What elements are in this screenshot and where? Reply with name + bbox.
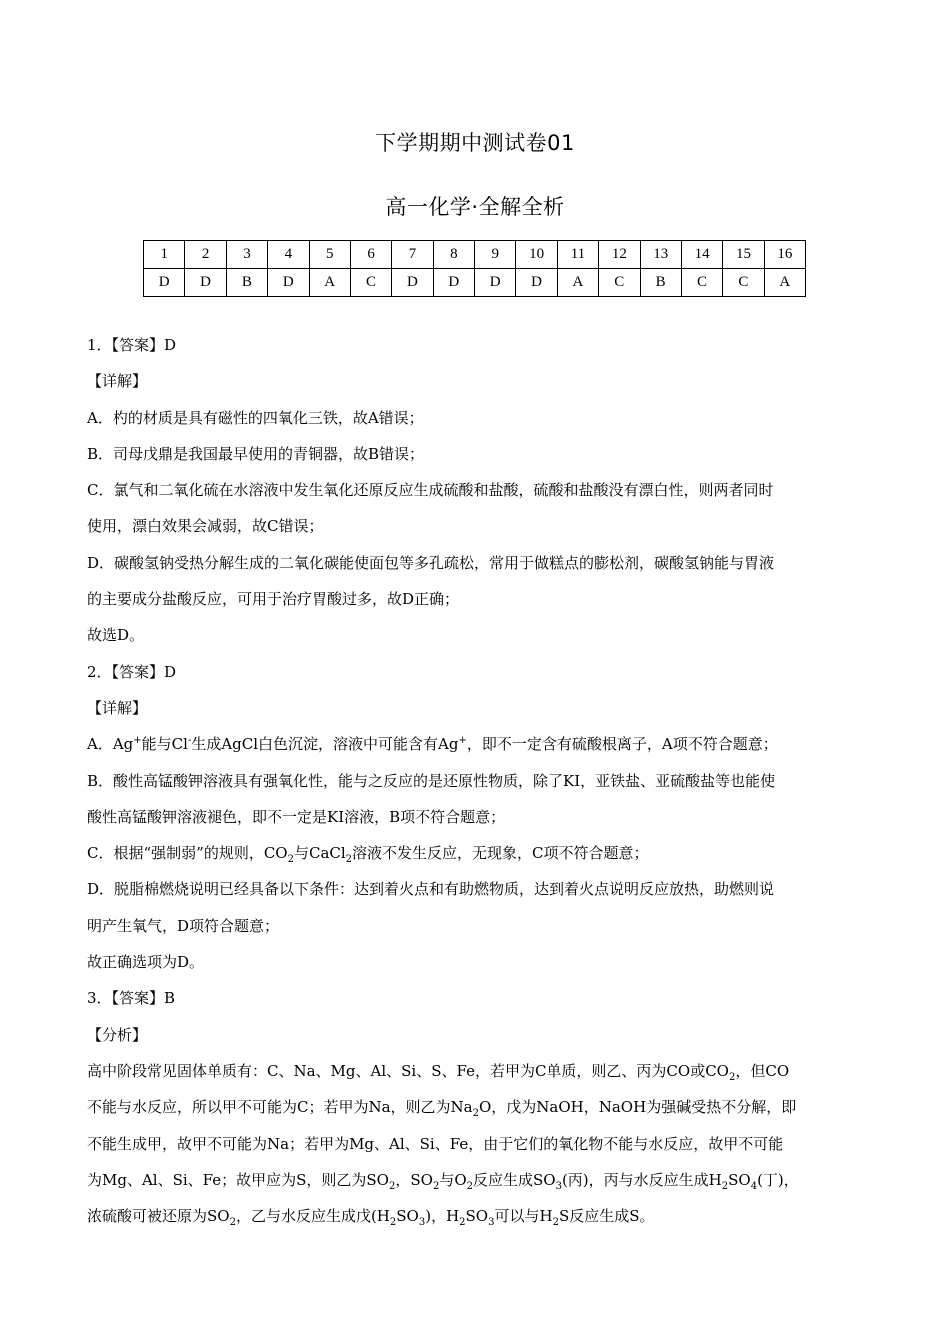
answer-cell: A <box>764 269 805 297</box>
answer-cell: D <box>433 269 474 297</box>
question-number-cell: 7 <box>392 241 433 269</box>
q2-option-a: A．Ag+能与Cl-生成AgCl白色沉淀，溶液中可能含有Ag+，即不一定含有硫酸根离子，A项不符合题意； <box>87 735 778 754</box>
question-number-cell: 11 <box>557 241 598 269</box>
q3-analysis-line4: 为Mg、Al、Si、Fe；故甲应为S，则乙为$SO_2$，$SO_2$与$O_2$反应生成$SO_3$(丙)，丙与水反应生成$H_2SO_4$(丁)， <box>87 1170 799 1192</box>
answer-cell: D <box>144 269 185 297</box>
page-subtitle: 高一化学·全解全析 <box>385 195 565 219</box>
answer-table <box>143 240 806 297</box>
q2-conclusion: 故正确选项为D。 <box>87 953 205 972</box>
q3-analysis-line5: 浓硫酸可被还原为$SO_2$，乙与水反应生成戊$(H_2SO_3)$，$H_2SO_3$可以与$H_2S$反应生成S。 <box>87 1207 655 1229</box>
answer-cell: A <box>309 269 350 297</box>
q2-option-b-line1: B．酸性高锰酸钾溶液具有强氧化性，能与之反应的是还原性物质，除了KI，亚铁盐、亚硫酸盐等也能使 <box>87 771 776 790</box>
q1-option-d-line1: D．碳酸氢钠受热分解生成的二氧化碳能使面包等多孔疏松，常用于做糕点的膨松剂，碳酸氢钠能与胃液 <box>87 553 775 572</box>
answer-cell: C <box>599 269 640 297</box>
q1-answer: 1．【答案】D <box>87 336 177 354</box>
question-number-cell: 14 <box>681 241 722 269</box>
q3-analysis-line3: 不能生成甲，故甲不可能为Na；若甲为Mg、Al、Si、Fe，由于它们的氧化物不能与水反应，故甲不可能 <box>87 1134 784 1153</box>
q3-answer: 3．【答案】B <box>87 989 176 1008</box>
page-title: 下学期期中测试卷01 <box>375 131 575 155</box>
question-number-cell: 2 <box>185 241 226 269</box>
answer-cell: D <box>268 269 309 297</box>
answer-cell: A <box>557 269 598 297</box>
answer-cell: D <box>475 269 516 297</box>
answer-cell: D <box>185 269 226 297</box>
question-number-cell: 3 <box>226 241 267 269</box>
q2-option-b-line2: 酸性高锰酸钾溶液褪色，即不一定是KI溶液，B项不符合题意； <box>87 807 506 826</box>
answer-row <box>144 269 806 297</box>
question-number-cell: 8 <box>433 241 474 269</box>
question-number-cell: 10 <box>516 241 557 269</box>
answer-cell: C <box>350 269 391 297</box>
answer-cell: C <box>723 269 764 297</box>
q3-analysis-label: 【分析】 <box>87 1025 148 1044</box>
question-number-cell: 13 <box>640 241 681 269</box>
question-number-cell: 1 <box>144 241 185 269</box>
q2-option-d-line2: 明产生氧气，D项符合题意； <box>87 916 280 935</box>
q2-option-c: C．根据“强制弱”的规则，$CO_2$与CaCl$_2$溶液不发生反应，无现象，C项不符合题意； <box>87 844 649 866</box>
q1-detail-label: 【详解】 <box>87 372 148 391</box>
question-number-cell: 9 <box>475 241 516 269</box>
question-number-cell: 12 <box>599 241 640 269</box>
answer-cell: C <box>681 269 722 297</box>
q1-option-a: A．杓的材质是具有磁性的四氧化三铁，故A错误； <box>87 408 424 427</box>
question-number-cell: 5 <box>309 241 350 269</box>
answer-cell: D <box>516 269 557 297</box>
q1-option-c-line1: C．氯气和二氧化硫在水溶液中发生氧化还原反应生成硫酸和盐酸，硫酸和盐酸没有漂白性，则两者同时 <box>87 481 774 500</box>
question-number-cell: 15 <box>723 241 764 269</box>
question-number-cell: 4 <box>268 241 309 269</box>
answer-cell: B <box>640 269 681 297</box>
q2-answer: 2．【答案】D <box>87 662 177 681</box>
question-number-row <box>144 241 806 269</box>
q2-option-d-line1: D．脱脂棉燃烧说明已经具备以下条件：达到着火点和有助燃物质，达到着火点说明反应放热，助燃则说 <box>87 880 775 899</box>
q1-conclusion: 故选D。 <box>87 626 145 645</box>
q3-analysis-line2: 不能与水反应，所以甲不可能为C；若甲为Na，则乙为$Na_2O$，戊为NaOH，NaOH为强碱受热不分解，即 <box>87 1098 797 1120</box>
answer-cell: D <box>392 269 433 297</box>
question-number-cell: 16 <box>764 241 805 269</box>
q1-option-d-line2: 的主要成分盐酸反应，可用于治疗胃酸过多，故D正确； <box>87 590 460 609</box>
solutions-body <box>87 327 867 1234</box>
answer-cell: B <box>226 269 267 297</box>
question-number-cell: 6 <box>350 241 391 269</box>
q2-detail-label: 【详解】 <box>87 698 148 717</box>
q3-analysis-line1: 高中阶段常见固体单质有：C、Na、Mg、Al、Si、S、Fe，若甲为C单质，则乙、丙为CO或$CO_2$，但CO <box>87 1061 790 1083</box>
q1-option-b: B．司母戊鼎是我国最早使用的青铜器，故B错误； <box>87 444 425 463</box>
q1-option-c-line2: 使用，漂白效果会减弱，故C错误； <box>87 517 324 536</box>
